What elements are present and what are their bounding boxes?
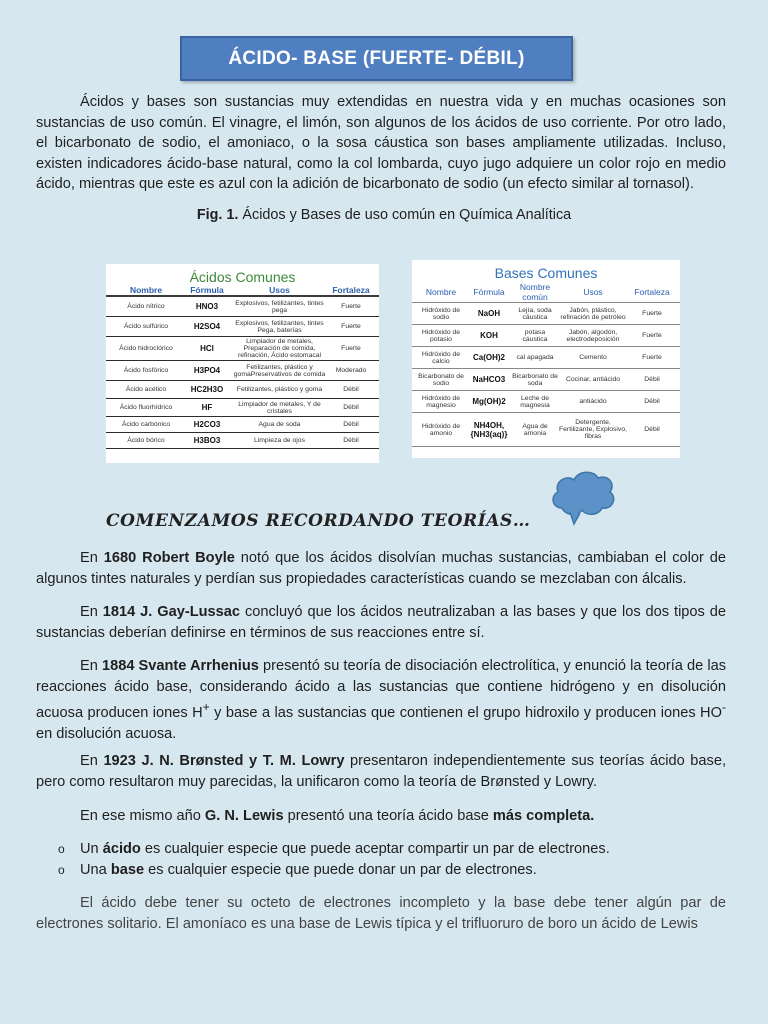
- acids-table-cell: Débil: [343, 404, 359, 411]
- acids-table-cell: Ácido fluorhídrico: [119, 404, 173, 411]
- bases-table-row: [412, 347, 680, 369]
- acids-table-cell: Ácido carbónico: [121, 421, 171, 428]
- acids-table-row: [106, 337, 379, 361]
- bases-table-cell: Fuerte: [642, 354, 662, 361]
- bases-table-cell: cal apagada: [516, 354, 554, 361]
- bases-table-cell: KOH: [480, 331, 498, 340]
- bases-table-cell: Fuerte: [642, 332, 662, 339]
- bases-table-row: [412, 391, 680, 413]
- acids-table-row: [106, 433, 379, 449]
- bases-table-cell: Débil: [644, 376, 660, 383]
- acids-table-cell: Fuerte: [341, 345, 361, 352]
- bases-table-cell: Cemento: [579, 354, 607, 361]
- bases-table-cell: Lejía, soda cáustica: [518, 306, 552, 321]
- bullet-acid-pre: Un: [80, 841, 103, 857]
- acids-table-cell: Fetilizantes, plástico y gomaPreservativos de comida: [233, 363, 326, 378]
- acids-table-cell: Limpieza de ojos: [253, 437, 305, 444]
- bases-table-cell: Hidróxido de magnesio: [421, 394, 461, 409]
- acids-table-cell: Moderado: [335, 367, 367, 374]
- bases-table-cell: Detergente, Fertilizante, Explosivo, fibras: [559, 419, 627, 440]
- acids-table-cell: H2CO3: [193, 420, 221, 429]
- bullet-base-text: es cualquier especie que puede donar un par de electrones.: [144, 862, 537, 878]
- acids-table-row: [106, 361, 379, 381]
- bullet-base: [58, 860, 537, 880]
- acids-table-cell: Ácido sulfúrico: [123, 323, 169, 330]
- acids-col-formula: Fórmula: [190, 285, 224, 295]
- acids-table-cell: Débil: [343, 386, 359, 393]
- section-heading: COMENZAMOS RECORDANDO TEORÍAS…: [106, 511, 531, 531]
- history-boyle-text: notó que los ácidos disolvían muchas sustancias, cambiaban el color de algunos tintes naturales y perdían sus propiedades características cuando se mezclaban con álcalis.: [36, 550, 727, 587]
- acids-table-row: [106, 417, 379, 433]
- figure-caption-text: Ácidos y Bases de uso común en Química Analítica: [242, 207, 572, 223]
- acids-table-cell: Agua de soda: [258, 421, 301, 428]
- bases-table-row: [412, 303, 680, 325]
- history-boyle-name: 1680 Robert Boyle: [103, 550, 235, 566]
- figure-label: Fig. 1.: [196, 207, 239, 223]
- history-gay-lussac-pre: En: [80, 604, 103, 620]
- bases-table-title: Bases Comunes: [494, 265, 598, 281]
- title-banner: [180, 36, 573, 81]
- acids-table-cell: Limpiador de metales, Y de cristales: [238, 400, 321, 415]
- history-bronsted-text: presentaron independientemente sus teorías ácido base, pero como resultaron muy parecidas, la unificaron como la teoría de Brønsted y Lowry.: [36, 753, 727, 790]
- bases-table-header: [412, 281, 680, 303]
- bases-table-row: [412, 369, 680, 391]
- history-lewis-pre: En ese mismo año: [80, 808, 205, 824]
- acids-table-cell: Limpiador de metales, Preparación de comida, refinación, Ácido estomacal: [237, 338, 322, 359]
- acids-table-row: [106, 381, 379, 399]
- acids-table-cell: Fuerte: [341, 303, 361, 310]
- acids-table-cell: Explosivos, fetilizantes, tintes pega: [235, 299, 324, 314]
- bases-table-row: [412, 413, 680, 447]
- bases-table-cell: Cocinar, antiácido: [565, 376, 621, 383]
- acids-table-cell: Ácido fosfórico: [123, 367, 169, 374]
- bases-table-cell: Leche de magnesia: [520, 394, 550, 409]
- acids-table-cell: Ácido bórico: [127, 437, 165, 444]
- bases-table-cell: Bicarbonato de soda: [512, 372, 558, 387]
- bases-table-cell: Hidróxido de sodio: [421, 306, 461, 321]
- history-lewis: [36, 806, 726, 827]
- bases-table-cell: Hidróxido de amonio: [421, 422, 461, 437]
- bases-table-cell: NaHCO3: [472, 375, 506, 384]
- history-arrhenius-text: presentó su teoría de disociación electrolítica, y enunció la teoría de las reacciones ácido base, considerando ácido a las sustancias que contiene hidrógeno y en disolución acuosa producen iones H: [36, 658, 727, 722]
- acids-table-body: [106, 297, 379, 449]
- bases-col-fortaleza: Fortaleza: [634, 286, 670, 297]
- bullet-acid-text: es cualquier especie que puede aceptar compartir un par de electrones.: [140, 841, 610, 857]
- acids-table-row: [106, 317, 379, 337]
- acids-table-cell: H2SO4: [193, 322, 221, 331]
- ho-minus-sup: -: [721, 700, 726, 715]
- bullet-acid-term: ácido: [102, 841, 141, 857]
- bullet-marker: o: [58, 863, 65, 877]
- bases-table-cell: Hidróxido de potasio: [421, 328, 461, 343]
- acids-table-cell: Débil: [343, 437, 359, 444]
- bases-table-row: [412, 325, 680, 347]
- bases-table-cell: Débil: [644, 426, 660, 433]
- history-bronsted-pre: En: [80, 753, 104, 769]
- acids-col-fortaleza: Fortaleza: [332, 285, 370, 295]
- acids-table-cell: Débil: [343, 421, 359, 428]
- closing-paragraph: El ácido debe tener su octeto de electrones incompleto y la base debe tener algún par de electrones solitario. El amoníaco es una base de Lewis típica y el trifluoruro de boro un ácido de Lewis: [36, 895, 726, 932]
- history-lewis-text: presentó una teoría ácido base: [283, 808, 493, 824]
- bases-table-cell: Hidróxido de calcio: [421, 350, 461, 365]
- history-arrhenius-name: 1884 Svante Arrhenius: [101, 658, 259, 674]
- bases-table-cell: NaOH: [477, 309, 501, 318]
- bullet-base-term: base: [110, 862, 145, 878]
- bullet-base-pre: Una: [80, 862, 111, 878]
- acids-table-row: [106, 399, 379, 417]
- bases-table-cell: Ca(OH)2: [472, 353, 505, 362]
- bases-table-cell: Mg(OH)2: [472, 397, 506, 406]
- page-title: ÁCIDO- BASE (FUERTE- DÉBIL): [228, 47, 525, 69]
- history-arrhenius-mid: y base a las sustancias que contienen el grupo hidroxilo y producen iones HO: [209, 705, 722, 722]
- bases-table: [412, 260, 680, 458]
- bases-table-cell: Fuerte: [642, 310, 662, 317]
- history-boyle-pre: En: [80, 550, 104, 566]
- history-bronsted: [36, 751, 726, 792]
- history-arrhenius-pre: En: [80, 658, 102, 674]
- acids-table-cell: HF: [201, 403, 213, 412]
- bases-table-body: [412, 303, 680, 447]
- history-bronsted-name: 1923 J. N. Brønsted y T. M. Lowry: [103, 753, 345, 769]
- acids-table: [106, 264, 379, 463]
- bases-table-cell: NH4OH, {NH3(aq)}: [470, 420, 508, 439]
- acids-table-cell: HNO3: [195, 302, 219, 311]
- bases-table-cell: antiácido: [579, 398, 607, 405]
- bases-col-formula: Fórmula: [473, 286, 505, 297]
- history-arrhenius-end: en disolución acuosa.: [36, 725, 177, 742]
- acids-table-cell: HCl: [200, 344, 214, 353]
- h-plus-sup: +: [202, 700, 210, 715]
- history-gay-lussac-text: concluyó que los ácidos neutralizaban a las bases y que los dos tipos de sustancias deberían definirse en términos de sus reacciones entre sí.: [36, 604, 726, 641]
- history-gay-lussac-name: 1814 J. Gay-Lussac: [102, 604, 241, 620]
- history-gay-lussac: [36, 602, 726, 643]
- acids-table-cell: Ácido acético: [125, 386, 167, 393]
- bases-table-cell: Bicarbonato de sodio: [418, 372, 464, 387]
- acids-col-nombre: Nombre: [129, 285, 163, 295]
- acids-table-cell: Explosivos, fetilizantes, tintes Pega, baterías: [235, 319, 324, 334]
- acids-table-cell: H3BO3: [193, 436, 221, 445]
- history-arrhenius: [36, 656, 726, 744]
- history-boyle: [36, 548, 726, 589]
- bullet-marker: o: [58, 842, 65, 856]
- history-lewis-name: G. N. Lewis: [204, 808, 284, 824]
- bullet-acid: [58, 839, 610, 859]
- acids-table-row: [106, 297, 379, 317]
- bases-table-cell: Débil: [644, 398, 660, 405]
- figure-caption: [0, 207, 768, 223]
- acids-table-cell: Ácido nítrico: [127, 303, 165, 310]
- bases-table-cell: Jabón, algodón, electrodeposición: [566, 328, 620, 343]
- acids-table-title: Ácidos Comunes: [189, 269, 296, 285]
- acids-table-cell: H3PO4: [193, 366, 221, 375]
- bases-table-cell: Jabón, plástico, refinación de petróleo: [560, 306, 626, 321]
- history-lewis-emph: más completa.: [492, 808, 595, 824]
- bases-col-nombre-comun: Nombre común: [519, 281, 551, 302]
- acids-table-cell: HC2H3O: [190, 385, 224, 394]
- bases-table-cell: potasa cáustica: [522, 328, 548, 343]
- acids-table-cell: Ácido hidroclórico: [119, 345, 173, 352]
- thought-cloud-icon: [548, 468, 618, 528]
- acids-col-usos: Usos: [269, 285, 290, 295]
- bases-col-nombre: Nombre: [425, 286, 457, 297]
- acids-table-cell: Fetilizantes, plástico y goma: [236, 386, 323, 393]
- bases-col-usos: Usos: [583, 286, 603, 297]
- acids-table-cell: Fuerte: [341, 323, 361, 330]
- acids-table-header: [106, 285, 379, 297]
- bases-table-cell: Agua de amonia: [522, 422, 548, 437]
- intro-paragraph: Ácidos y bases son sustancias muy extendidas en nuestra vida y en muchas ocasiones son sustancias de uso común. El vinagre, el limón, son algunos de los ácidos de uso corriente. Por otro lado, el bicarbonato de sodio, el amoniaco, o la sosa cáustica son bases ampliamente utilizadas. Incluso, existen indicadores ácido-base natural, como la col lombarda, cuyo jugo adquiere un color rojo en medio ácido, mientras que este es azul con la adición de bicarbonato de sodio (un efecto similar al tornasol).: [36, 94, 726, 193]
